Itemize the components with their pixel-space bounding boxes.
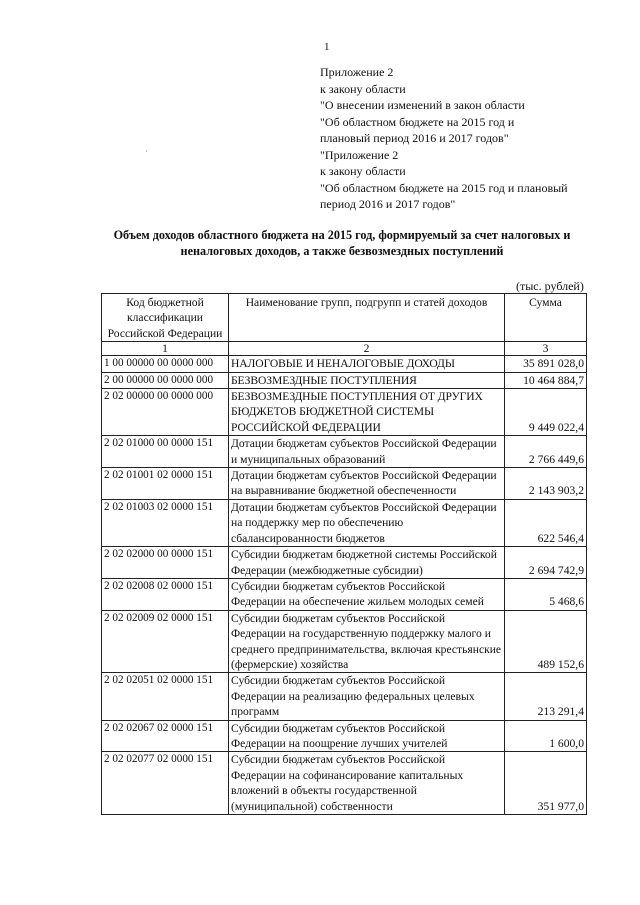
row-code: 2 00 00000 00 0000 000 [102,372,229,388]
row-code: 2 02 02051 02 0000 151 [102,673,229,720]
appendix-line: Приложение 2 [320,65,394,79]
table-row [102,720,587,752]
row-sum: 10 464 884,7 [505,372,587,388]
appendix-line: "Об областном бюджете на 2015 год и плановый [320,180,568,195]
revenue-table [101,293,587,815]
appendix-line: к закону области [320,81,406,96]
table-row [102,372,587,388]
table-row [102,499,587,546]
col-number: 1 [102,342,229,356]
row-name: Дотации бюджетам субъектов Российской Федерации на выравнивание бюджетной обеспеченности [229,468,505,500]
row-code: 2 02 01003 02 0000 151 [102,499,229,546]
row-sum: 622 546,4 [505,499,587,546]
row-sum: 9 449 022,4 [505,389,587,436]
appendix-line: период 2016 и 2017 годов" [320,197,456,211]
row-name: БЕЗВОЗМЕЗДНЫЕ ПОСТУПЛЕНИЯ ОТ ДРУГИХ БЮДЖЕТОВ БЮДЖЕТНОЙ СИСТЕМЫ РОССИЙСКОЙ ФЕДЕРАЦИИ [229,389,505,436]
row-sum: 5 468,6 [505,578,587,610]
row-name: Субсидии бюджетам субъектов Российской Федерации на обеспечение жильем молодых семей [229,578,505,610]
document-title: Объем доходов областного бюджета на 2015 год, формируемый за счет налоговых и неналоговых доходов, а также безвозмездных поступлений [113,228,571,258]
header-sum: Сумма [505,294,587,342]
appendix-line: "Приложение 2 [320,147,399,162]
appendix-line: к закону области [320,164,406,178]
row-name: Субсидии бюджетам субъектов Российской Федерации на поощрение лучших учителей [229,720,505,752]
row-name: Субсидии бюджетам бюджетной системы Российской Федерации (межбюджетные субсидии) [229,547,505,579]
appendix-line: плановый период 2016 и 2017 годов" [320,131,509,145]
table-row [102,468,587,500]
units-label: (тыс. рублей) [516,279,584,293]
table-header-row [102,294,587,342]
row-sum: 2 694 742,9 [505,547,587,579]
row-code: 1 00 00000 00 0000 000 [102,356,229,372]
row-sum: 35 891 028,0 [505,356,587,372]
row-name: Субсидии бюджетам субъектов Российской Федерации на софинансирование капитальных вложений в объекты государственной (муниципальной) собственности [229,752,505,815]
row-code: 2 02 02000 00 0000 151 [102,547,229,579]
header-name: Наименование групп, подгрупп и статей доходов [229,294,505,342]
row-sum: 213 291,4 [505,673,587,720]
row-sum: 2 766 449,6 [505,436,587,468]
row-code: 2 02 00000 00 0000 000 [102,389,229,436]
table-row [102,547,587,579]
col-number: 2 [229,342,505,356]
row-code: 2 02 02008 02 0000 151 [102,578,229,610]
row-name: НАЛОГОВЫЕ И НЕНАЛОГОВЫЕ ДОХОДЫ [229,356,505,372]
table-row [102,752,587,815]
row-name: Дотации бюджетам субъектов Российской Федерации на поддержку мер по обеспечению сбалансированности бюджетов [229,499,505,546]
table-row [102,389,587,436]
row-code: 2 02 02009 02 0000 151 [102,610,229,673]
table-row [102,610,587,673]
row-name: Дотации бюджетам субъектов Российской Федерации и муниципальных образований [229,436,505,468]
table-row [102,436,587,468]
row-sum: 2 143 903,2 [505,468,587,500]
row-sum: 489 152,6 [505,610,587,673]
row-name: Субсидии бюджетам субъектов Российской Федерации на государственную поддержку малого и среднего предпринимательства, включая крестьянские (фермерские) хозяйства [229,610,505,673]
row-code: 2 02 02077 02 0000 151 [102,752,229,815]
appendix-line: "Об областном бюджете на 2015 год и [320,114,515,129]
page-number: 1 [324,41,330,53]
row-code: 2 02 01001 02 0000 151 [102,468,229,500]
table-row [102,356,587,372]
row-name: Субсидии бюджетам субъектов Российской Федерации на реализацию федеральных целевых программ [229,673,505,720]
col-number: 3 [505,342,587,356]
row-name: БЕЗВОЗМЕЗДНЫЕ ПОСТУПЛЕНИЯ [229,372,505,388]
column-number-row [102,342,587,356]
appendix-line: "О внесении изменений в закон области [320,98,525,112]
row-sum: 351 977,0 [505,752,587,815]
table-row [102,673,587,720]
row-code: 2 02 02067 02 0000 151 [102,720,229,752]
appendix-header [320,64,568,213]
table-row [102,578,587,610]
row-sum: 1 600,0 [505,720,587,752]
scan-speck: · [145,147,148,156]
row-code: 2 02 01000 00 0000 151 [102,436,229,468]
header-code: Код бюджетной классификации Российской Федерации [102,294,229,342]
